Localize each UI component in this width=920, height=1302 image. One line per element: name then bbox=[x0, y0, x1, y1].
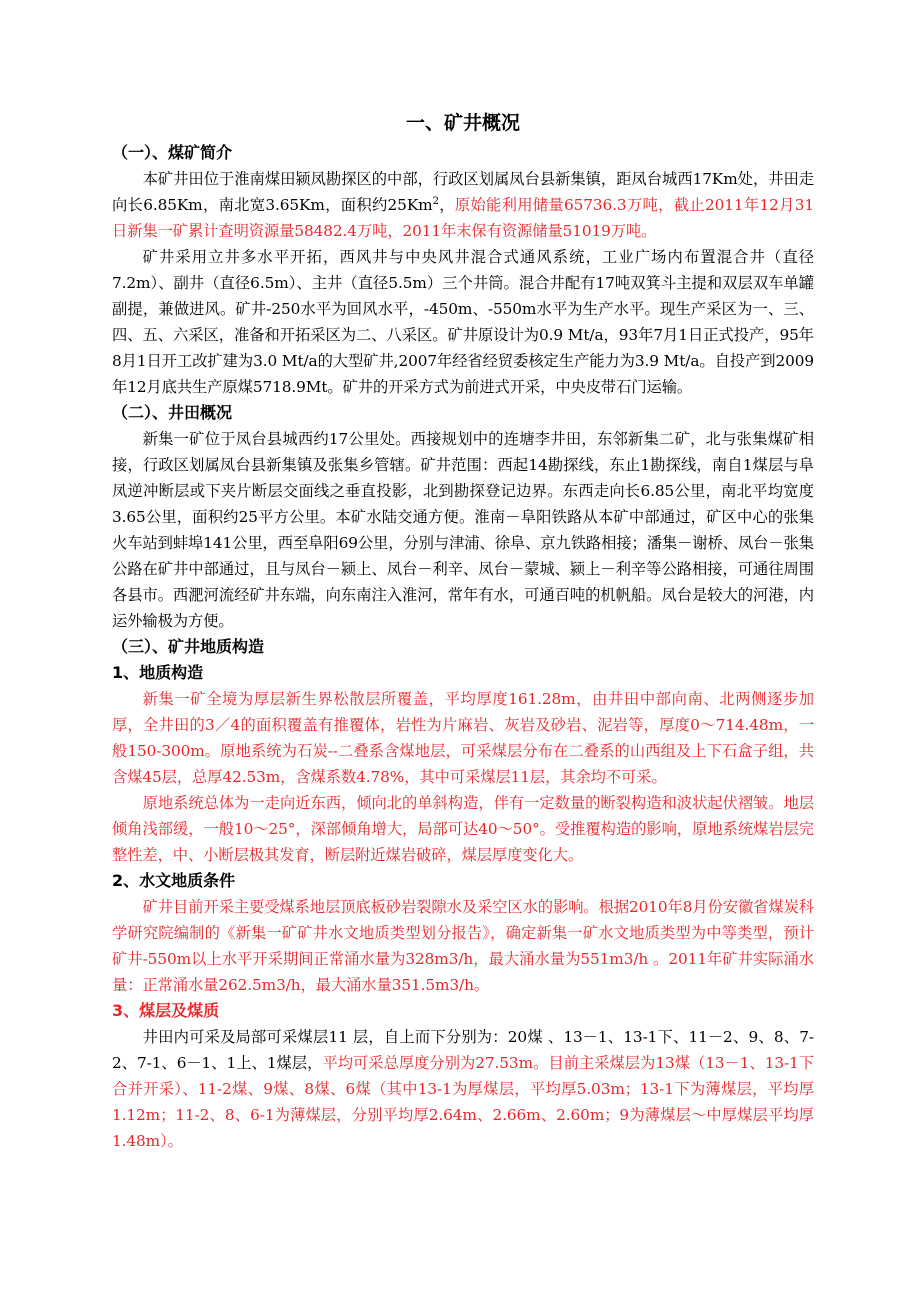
document-body bbox=[112, 106, 814, 1154]
text-seam-list: 井田内可采及局部可采煤层11 层，自上而下分别为：20煤 、13－1、13-1下、11－2、9、8、7-2、7-1、6－1、1上、1煤层， bbox=[112, 1028, 814, 1072]
paragraph-mine-development: 矿井采用立井多水平开拓，西风井与中央风井混合式通风系统，工业广场内布置混合井（直径7.2m）、副井（直径6.5m）、主井（直径5.5m）三个井筒。混合井配有17吨双箕斗主提和双层双车单罐副提，兼做进风。矿井-250水平为回风水平，-450m、-550m水平为生产水平。现生产采区为一、三、四、五、六采区，准备和开拓采区为二、八采区。矿井原设计为0.9 Mt/a，93年7月1日正式投产，95年8月1日开工改扩建为3.0 Mt/a的大型矿井,2007年经省经贸委核定生产能力为3.9 Mt/a。自投产到2009年12月底共生产原煤5718.9Mt。矿井的开采方式为前进式开采，中央皮带石门运输。 bbox=[112, 248, 814, 396]
text-reserves-highlight: 原始能利用储量65736.3万吨，截止2011年12月31日新集一矿累计查明资源量58482.4万吨，2011年末保有资源储量51019万吨。 bbox=[112, 196, 814, 240]
paragraph-mine-location bbox=[112, 166, 814, 244]
paragraph-hydrogeology bbox=[112, 894, 814, 998]
paragraph-coal-seams bbox=[112, 1024, 814, 1154]
paragraph-geology-structure: 原地系统总体为一走向近东西，倾向北的单斜构造，伴有一定数量的断裂构造和波状起伏褶皱。地层倾角浅部缓，一般10～25°，深部倾角增大，局部可达40～50°。受推覆构造的影响，原地系统煤岩层完整性差，中、小断层极其发育，断层附近煤岩破碎，煤层厚度变化大。 bbox=[112, 794, 814, 864]
page-title: 一、矿井概况 bbox=[405, 112, 520, 134]
subsection-heading-geologic-structure: 1、地质构造 bbox=[112, 663, 204, 682]
superscript-2: 2 bbox=[432, 195, 439, 207]
text-hydrogeology-report: 矿井目前开采主要受煤系地层顶底板砂岩裂隙水及采空区水的影响。根据2010年8月份安徽省煤炭科学研究院编制的《新集一矿矿井水文地质类型划分报告》，确定新集一矿水文地质类型为中等类型，预计矿井-550m以上水平开采期间正常涌水量为328m3/h，最大涌水量为551m3/h 。 bbox=[112, 898, 814, 968]
section-heading-mine-field: （二）、井田概况 bbox=[112, 403, 233, 422]
section-heading-geology: （三）、矿井地质构造 bbox=[112, 637, 265, 656]
subsection-heading-coal-seams: 3、煤层及煤质 bbox=[112, 1001, 220, 1020]
subsection-heading-hydrogeology: 2、水文地质条件 bbox=[112, 871, 236, 890]
text-mine-location: 本矿井田位于淮南煤田颍凤勘探区的中部，行政区划属凤台县新集镇，距凤台城西17Km处，井田走向长6.85Km，南北宽3.65Km，面积约25Km bbox=[112, 170, 814, 214]
section-heading-coal-mine-intro: （一）、煤矿简介 bbox=[112, 143, 233, 162]
text-comma: ， bbox=[438, 196, 455, 214]
paragraph-mine-field: 新集一矿位于凤台县城西约17公里处。西接规划中的连塘李井田，东邻新集二矿，北与张集煤矿相接，行政区划属凤台县新集镇及张集乡管辖。矿井范围：西起14勘探线，东止1勘探线，南自1煤层与阜凤逆冲断层或下夹片断层交面线之垂直投影，北到勘探登记边界。东西走向长6.85公里，南北平均宽度3.65公里，面积约25平方公里。本矿水陆交通方便。淮南－阜阳铁路从本矿中部通过，矿区中心的张集火车站到蚌埠141公里，西至阜阳69公里，分别与津浦、徐阜、京九铁路相接；潘集－谢桥、凤台－张集公路在矿井中部通过，且与凤台－颍上、凤台－利辛、凤台－蒙城、颍上－利辛等公路相接，可通往周围各县市。西淝河流经矿井东端，向东南注入淮河，常年有水，可通百吨的机帆船。凤台是较大的河港，内运外输极为方便。 bbox=[112, 430, 814, 630]
text-seam-thickness: 平均可采总厚度分别为27.53m。目前主采煤层为13煤（13－1、13-1下合并开采）、11-2煤、9煤、8煤、6煤（其中13-1为厚煤层，平均厚5.03m；13-1下为薄煤层，平均厚1.12m；11-2、8、6-1为薄煤层，分别平均厚2.64m、2.66m、2.60m；9为薄煤层～中厚煤层平均厚1.48m）。 bbox=[112, 1054, 814, 1150]
text-actual-inflow: 2011年矿井实际涌水量：正常涌水量262.5m3/h，最大涌水量351.5m3/h。 bbox=[112, 950, 814, 994]
paragraph-geology-cover: 新集一矿全境为厚层新生界松散层所覆盖，平均厚度161.28m，由井田中部向南、北两侧逐步加厚，全井田的3／4的面积覆盖有推覆体，岩性为片麻岩、灰岩及砂岩、泥岩等，厚度0～714.48m，一般150-300m。原地系统为石炭--二叠系含煤地层，可采煤层分布在二叠系的山西组及上下石盒子组，共含煤45层，总厚42.53m，含煤系数4.78%，其中可采煤层11层，其余均不可采。 bbox=[112, 690, 814, 786]
